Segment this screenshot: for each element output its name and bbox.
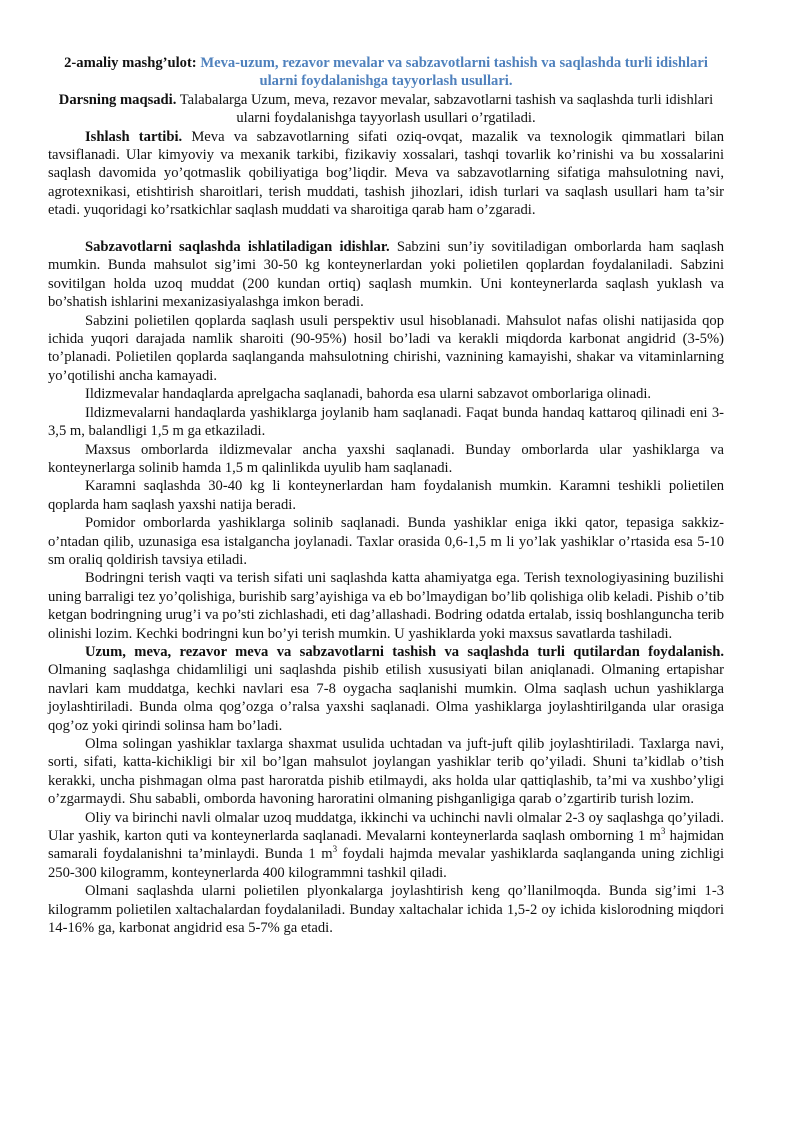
paragraph-vegetable-containers [48, 238, 724, 312]
title-prefix: 2-amaliy mashg’ulot: [64, 55, 201, 71]
fruit-boxes-heading: Uzum, meva, rezavor meva va sabzavotlarni tashish va saqlashda turli qutilardan foydalanish. [85, 643, 724, 660]
title-topic: Meva-uzum, rezavor mevalar va sabzavotlarni tashish va saqlashda turli idishlari ularni foydalanishga tayyorlash usullari. [200, 55, 708, 90]
paragraph-special-storage: Maxsus omborlarda ildizmevalar ancha yaxshi saqlanadi. Bunday omborlarda ular yashiklarga va konteynerlarga solinib hamda 1,5 m qalinlikda uyulib ham saqlanadi. [48, 441, 724, 476]
purpose-label: Darsning maqsadi. [58, 91, 177, 108]
work-order-text: Meva va sabzavotlarning sifati oziq-ovqat, mazalik va texnologik qimmatlari bilan tavsiflanadi. Ular kimyoviy va mexanik tarkibi, fizikaviy xossalari, tashqi tovarlik ko’rinishi va bu xossalarini saqlash davomida yo’qotmaslik qobiliyatiga bog’liqdir. Meva va sabzavotlarning sifatiga mahsulotning navi, agrotexnikasi, etishtirish sharoitlari, terish muddati, tashish jihozlari, idish turlari va saqlash usullari ham ta’sir etadi. yuqoridagi ko’rsatkichlar saqlash muddati va sharoitiga qarab ham o’zgaradi. [48, 128, 725, 219]
cubic-superscript: 3 [660, 826, 666, 837]
vegetable-containers-text: Sabzini sun’iy sovitiladigan omborlarda ham saqlash mumkin. Bunda mahsulot sig’imi 30-50 kg konteynerlardan yoki polietilen qoplardan foydalaniladi. Sabzini sovitilgan holda uzoq muddat (200 kundan ortiq) saqlash mumkin. Uni konteynerlarda saqlash yuklash va bo’shatish ishlarini mexanizasiyalashga imkon beradi. [48, 239, 724, 311]
lesson-purpose [48, 91, 724, 128]
paragraph-work-order [48, 128, 724, 220]
apple-grades-text-c: foydali hajmda mevalar yashiklarda saqlanganda uning zichligi 250-300 kilogramm, konteynerlarda 400 kilogrammni tashkil qiladi. [48, 846, 724, 881]
paragraph-fruit-boxes [48, 643, 724, 735]
vegetable-containers-heading: Sabzavotlarni saqlashda ishlatiladigan idishlar. [85, 239, 390, 256]
paragraph-apple-grades [48, 809, 724, 883]
blank-line [48, 220, 724, 238]
purpose-text: Talabalarga Uzum, meva, rezavor mevalar, sabzavotlarni tashish va saqlashda turli idishlari ularni foydalanishga tayyorlash usullari o’rgatiladi. [176, 91, 714, 127]
paragraph-root-crops-boxes: Ildizmevalarni handaqlarda yashiklarga joylanib ham saqlanadi. Faqat bunda handaq kattaroq qilinadi eni 3-3,5 m, balandligi 1,5 m ga etkaziladi. [48, 404, 724, 440]
paragraph-root-crops-trenches: Ildizmevalar handaqlarda aprelgacha saqlanadi, bahorda esa ularni sabzavot omborlariga olinadi. [85, 386, 652, 403]
document-title [48, 54, 724, 91]
apple-grades-text-b: hajmidan samarali foydalanishni ta’minlaydi. Bunda 1 m [48, 828, 724, 863]
paragraph-apple-stacking: Olma solingan yashiklar taxlarga shaxmat usulida uchtadan va juft-juft qilib joylashtiriladi. Taxlarga navi, sorti, sifati, katta-kichikligi bir xil bo’lgan mahsulot joylangan yashiklar terib qo’yiladi. Shuni ta’kidlab o’tish kerakki, uncha pishmagan olma past haroratda pishib etilmaydi, aks holda ular qattiqlashib, ta’mi va xushbo’yligi o’zgarmaydi. Shu sababli, omborda havoning haroratini olmaning pishganligiga qarab o’zgartirib turish lozim. [48, 736, 724, 808]
cubic-superscript: 3 [332, 844, 338, 855]
fruit-boxes-text: Olmaning saqlashga chidamliligi uni saqlashda pishib etilish xususiyati bilan aniqlanadi. Olmaning ertapishar navlari kam muddatga, kechki navlari esa 7-8 oygacha saqlanishi mumkin. Olma saqlash uchun yashiklarga joylashtiriladi. Bunda olma qog’ozga o’ralsa yaxshi saqlanadi. Olma yashiklarga joylashtirilganda ular orasiga qog’oz yoki qirindi solinsa ham bo’ladi. [48, 662, 724, 734]
paragraph-polyethylene-bags: Sabzini polietilen qoplarda saqlash usuli perspektiv usul hisoblanadi. Mahsulot nafas olishi natijasida qop ichida yuqori darajada namlik sharoiti (90-95%) hosil bo’ladi va kerakli miqdorda karbonat angidrid (3-5%) to’planadi. Polietilen qoplarda saqlanganda mahsulotning chirishi, vaznining kamayishi, shakar va vitaminlarning yo’qotilishi ancha kamayadi. [48, 312, 724, 384]
apple-grades-text-a: Oliy va birinchi navli olmalar uzoq muddatga, ikkinchi va uchinchi navli olmalar 2-3 oy saqlashga qo’yiladi. Ular yashik, karton quti va konteynerlarda saqlanadi. Mevalarni konteynerlarda saqlash omborning 1 m [48, 809, 724, 845]
work-order-label: Ishlash tartibi. [85, 128, 183, 145]
paragraph-cabbage: Karamni saqlashda 30-40 kg li konteynerlardan ham foydalanish mumkin. Karamni teshikli polietilen qoplarda ham saqlash yaxshi natija beradi. [48, 478, 724, 513]
paragraph-tomato: Pomidor omborlarda yashiklarga solinib saqlanadi. Bunda yashiklar eniga ikki qator, tepasiga sakkiz-o’ntadan qilib, uzunasiga esa istalgancha joylanadi. Taxlar orasida 0,6-1,5 m li yo’lak yashiklar o’rtasida esa 5-10 sm oraliq qoldirish tavsiya etiladi. [48, 515, 724, 568]
paragraph-polyethylene-film: Olmani saqlashda ularni polietilen plyonkalarga joylashtirish keng qo’llanilmoqda. Bunda sig’imi 1-3 kilogramm polietilen xaltachalardan foydalaniladi. Bunday xaltachalar ichida 1,5-2 oy ichida kislorodning miqdori 14-16% ga, karbonat angidrid esa 5-7% ga etadi. [48, 883, 724, 937]
paragraph-cucumber: Bodringni terish vaqti va terish sifati uni saqlashda katta ahamiyatga ega. Terish texnologiyasining buzilishi uning barraligi tez yo’qolishiga, burishib sarg’ayishiga va eb bo’lmaydigan bo’lib qolishiga olib keladi. Pishib o’tib ketgan bodringning urug’i va po’sti zichlashadi, eti dag’allashadi. Bodring odatda ertalab, issiq boshlanguncha terib olinishi lozim. Kechki bodringni kun bo’yi terish mumkin. U yashiklarda yoki maxsus savatlarda tashiladi. [48, 570, 725, 642]
